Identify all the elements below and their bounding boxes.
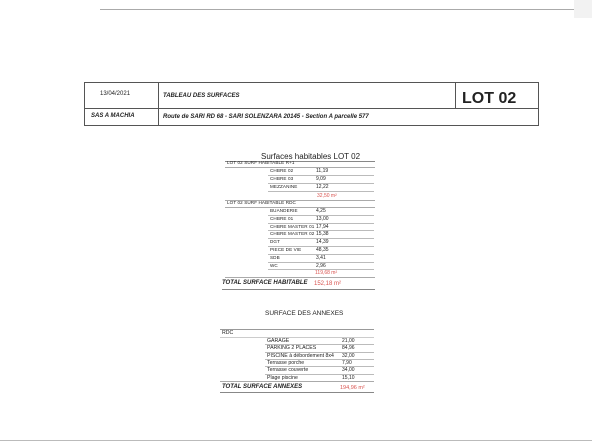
annex-row-label: Terrasse porche (267, 359, 305, 366)
document-date: 13/04/2021 (100, 91, 131, 97)
total-habitable-label: TOTAL SURFACE HABITABLE (222, 280, 308, 286)
room-row-value: 2,96 (316, 262, 326, 269)
annex-row-label: Plage piscine (267, 374, 298, 381)
total-annexes-label: TOTAL SURFACE ANNEXES (222, 384, 303, 390)
room-row-value: 14,39 (316, 239, 329, 246)
annexes-level-label: RDC (222, 330, 234, 336)
total-annexes-value: 194,96 m² (340, 385, 365, 391)
annex-row-value: 34,00 (342, 367, 355, 374)
room-row-label: CHBRE 01 (270, 215, 294, 221)
room-row-value: 9,09 (316, 176, 326, 182)
total-habitable-value: 152,18 m² (314, 281, 342, 287)
room-row-value: 48,35 (316, 247, 329, 253)
annex-row-label: PISCINE à débordement 8x4 (267, 352, 334, 359)
property-address: Route de SARI RD 68 - SARI SOLENZARA 20145 - Section A parcelle 577 (163, 114, 369, 120)
room-row-label: CHBRE MASTER 01 (270, 223, 315, 229)
level-label: LOT 02 SURF HABITABLE R+1 (227, 160, 295, 165)
room-row-label: CHBRE MASTER 02 (270, 231, 315, 237)
company-name: SAS A MACHIA (91, 113, 135, 119)
habitable-title: Surfaces habitables LOT 02 (261, 152, 361, 161)
row-rule (268, 191, 374, 192)
room-row-label: CHBRE 02 (270, 168, 294, 173)
annex-row-value: 84,96 (342, 345, 355, 352)
annex-row-label: PARKING 2 PLACES (267, 345, 317, 352)
room-row-label: CHBRE 03 (270, 176, 294, 181)
room-row-label: WC (270, 262, 278, 268)
room-row-value: 15,38 (316, 231, 329, 238)
annex-row-label: GARAGE (267, 338, 290, 344)
room-row-value: 11,19 (316, 168, 329, 174)
room-row-label: BUANDERIE (270, 208, 298, 213)
room-row-label: DGT (270, 239, 280, 245)
annex-row-value: 21,00 (342, 338, 355, 344)
level1-subtotal: 32,50 m² (317, 193, 337, 199)
room-row-value: 12,22 (316, 184, 329, 190)
scan-edge-line (100, 9, 592, 10)
annexes-title: SURFACE DES ANNEXES (265, 310, 344, 317)
room-row-value: 3,41 (316, 254, 326, 261)
lot-label: LOT 02 (462, 90, 517, 107)
annex-row-value: 32,00 (342, 352, 355, 359)
table-title: TABLEAU DES SURFACES (163, 93, 240, 99)
level-label: LOT 02 SURF HABITABLE RDC (227, 200, 296, 205)
annex-row-label: Terrasse couverte (267, 367, 309, 374)
room-row-value: 13,00 (316, 215, 329, 222)
annex-row-value: 7,90 (342, 359, 352, 366)
level0-subtotal: 119,68 m² (315, 270, 338, 276)
room-row-label: MEZZANINE (270, 184, 298, 189)
room-row-label: PIECE DE VIE (270, 247, 302, 252)
scan-edge-line (0, 440, 592, 441)
scan-corner (574, 0, 592, 18)
room-row-value: 17,94 (316, 223, 329, 230)
room-row-value: 4,25 (316, 208, 326, 214)
annex-row-value: 15,10 (342, 374, 355, 381)
room-row-label: SDB (270, 254, 280, 260)
